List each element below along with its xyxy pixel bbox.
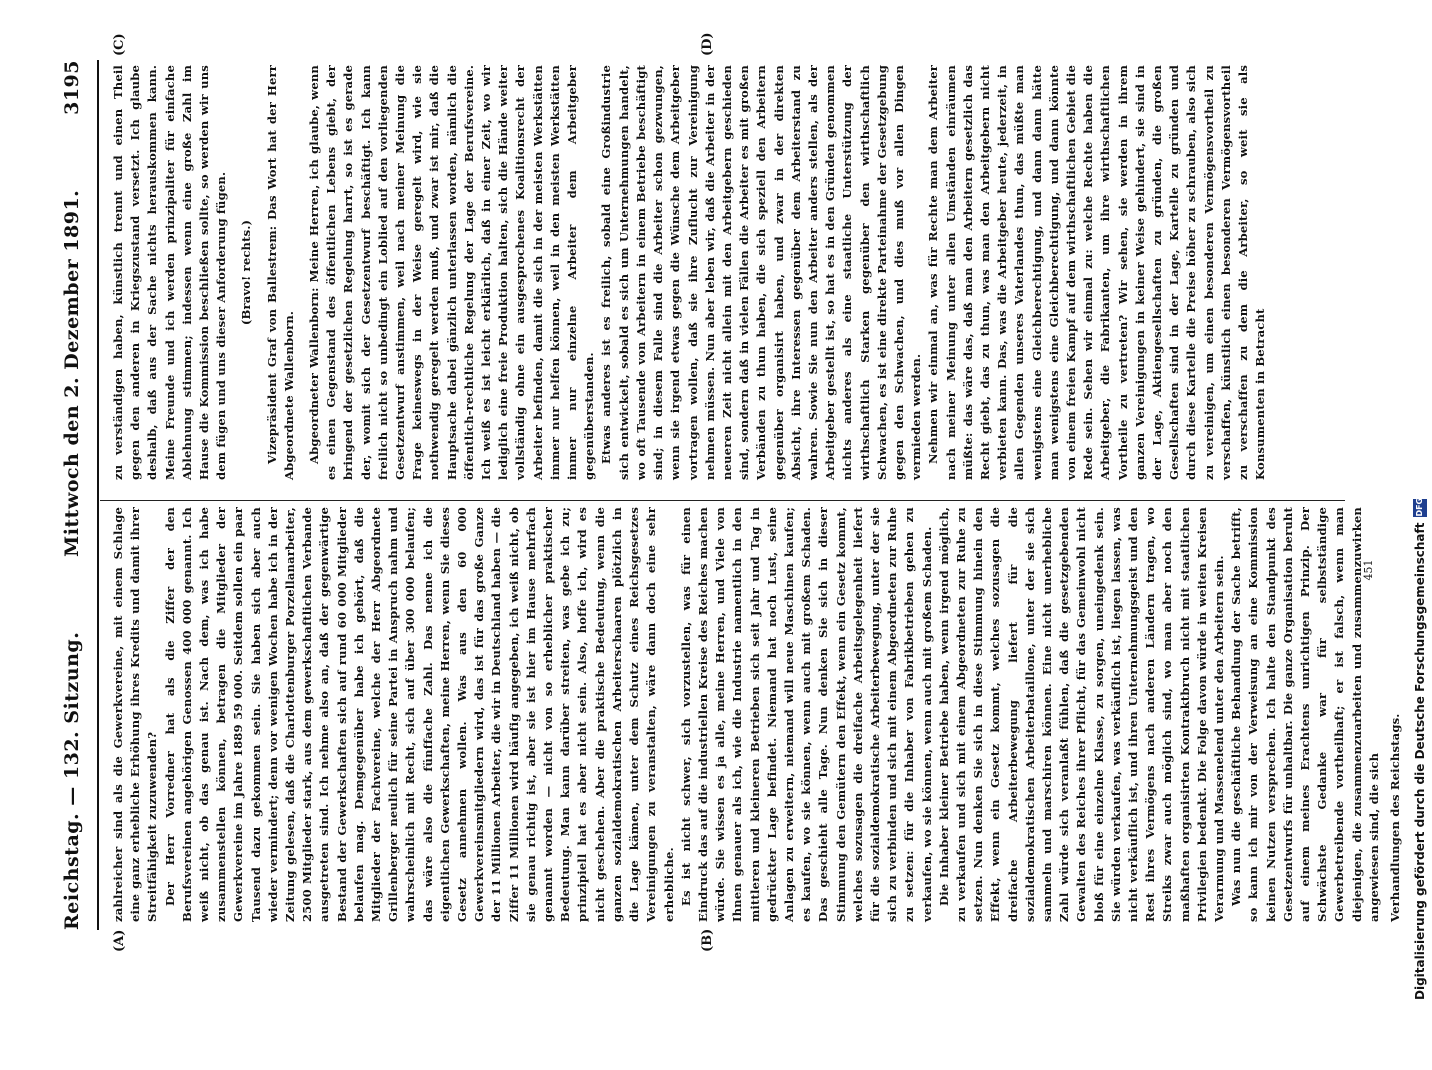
margin-mark-d: (D)	[700, 32, 715, 56]
applause-note: (Bravo! rechts.)	[239, 219, 254, 326]
header-date: Mittwoch den 2. Dezember 1891.	[61, 189, 83, 557]
header-page-number: 3195	[61, 60, 83, 115]
right-column	[110, 65, 1330, 480]
margin-mark-a: (A)	[112, 929, 127, 952]
right-paragraph-5: Nehmen wir einmal an, was für Rechte man dem Arbeiter nach meiner Meinung unter allen Umständen einräumen müßte: das wäre das, daß man den Arbeitern gesetzlich das Recht giebt, das zu thun, was man den Arbeitgebern nicht verbieten kann. Das, was die Arbeitgeber heute, jederzeit, in allen Gegenden unseres Vaterlandes thun, das müßte man wenigstens eine Gleichberechtigung, und dann dann hätte man wenigstens eine Gleichberechtigung, und dann könnte von einem freien Kampf auf dem wirthschaftlichen Gebiet die Rede sein. Sehen wir einmal zu: welche Rechte haben die Arbeitgeber, die Fabrikanten, um ihre wirthschaftlichen Vortheile zu vertreten? Wir sehen, sie werden in ihrem ganzen Vereinigungen in keiner Weise gehindert, sie sind in der Lage, Aktiengesellschaften zu gründen, die großen Gesellschaften sind in der Lage, Kartelle zu gründen und durch diese Kartelle die Preise höher zu schrauben, also sich zu vereinigen, um einen besonderen Vermögensvortheil zu verschaffen, künstlich einen besonderen Vermögensvortheil zu verschaffen zu dem die Arbeiter, so weit sie als Konsumenten in Betracht	[926, 65, 1268, 480]
right-paragraph-4: Etwas anderes ist es freilich, sobald eine Großindustrie sich entwickelt, sobald es sich um Unternehmungen handelt, wo oft Tausende von Arbeitern in einem Betriebe beschäftigt sind; in diesem Falle sind die Arbeiter schon gezwungen, wenn sie irgend etwas gegen die Wünsche dem Arbeitgeber vortragen wollen, daß sie ihre Zuflucht zur Vereinigung nehmen müssen. Nun aber leben wir, daß die Arbeiter in der neueren Zeit nicht allein mit den Arbeitgebern geschieden sind, sondern daß in vielen Fällen die Arbeiter es mit großen Verbänden zu thun haben, die sich speziell den Arbeitern gegenüber organisirt haben, und zwar in der direkten Absicht, ihre Interessen gegenüber dem Arbeiterstand zu wahren. Sowie Sie nun den Arbeiter anders stellen, als der Arbeitgeber gestellt ist, so hat es in den Gründen genommen nichts anderes als eine staatliche Unterstützung der wirthschaftlich Starken gegenüber den wirthschaftlich Schwachen, es ist eine direkte Parteinahme der Gesetzgebung gegen den Schwachen, und dies muß vor allen Dingen vermieden werden.	[599, 65, 924, 480]
left-paragraph-1: zahlreicher sind als die Gewerkvereine, mit einem Schlage eine ganz erhebliche Erhöhung ihres Kredits und damit ihrer Streitfähigkeit zuzuwenden?	[111, 507, 160, 922]
header-left: Reichstag. — 132. Sitzung.	[61, 631, 83, 930]
left-paragraph-2: Der Herr Vorredner hat als die Ziffer der den Berufsvereinen angehörigen Genossen 400 000 genannt. Ich weiß nicht, ob das genau ist. Nach dem, was ich habe zusammenstellen können, betragen die Mitglieder der Gewerkvereine im Jahre 1889 59 000. Seitdem sollen ein paar Tausend dazu gekommen sein. Sie haben sich aber auch wieder vermindert; denn vor wenigen Wochen habe ich in der Zeitung gelesen, daß die Charlottenburger Porzellanarbeiter, 2500 Mitglieder stark, aus dem gewerkschaftlichen Verbande ausgetreten sind. Ich nehme also an, daß der gegenwärtige Bestand der Gewerkschaften sich auf rund 60 000 Mitglieder belaufen mag. Demgegenüber habe ich gehört, daß die Mitglieder der Fachvereine, welche der Herr Abgeordnete Grillenberger neulich für seine Partei in Anspruch nahm und wahrscheinlich mit Recht, sich auf über 300 000 belaufen; das wäre also die fünffache Zahl. Das nenne ich die eigentlichen Gewerkschaften, meine Herren, wenn Sie dieses Gesetz annehmen wollen. Was aus den 60 000 Gewerkvereinsmitgliedern wird, das ist für das große Ganze der 11 Millionen Arbeiter, die wir in Deutschland haben — die Ziffer 11 Millionen wird häufig angegeben, ich weiß nicht, ob sie genau richtig ist, aber sie ist hier im Hause mehrfach genannt worden — nicht von so erheblicher praktischer Bedeutung. Man kann darüber streiten, was gebe ich zu; prinzipiell hat es aber nicht sein. Also, hoffe ich, wird es nicht geschehen. Aber die praktische Bedeutung, wenn die ganzen sozialdemokratischen Arbeiterschaaren plötzlich in die Lage kämen, unter dem Schutz eines Reichsgesetzes Vereinigungen zu veranstalten, wäre dann doch eine sehr erhebliche.	[162, 507, 676, 922]
dfg-logo-icon: DFG	[1413, 499, 1427, 517]
digitization-footer	[1408, 0, 1432, 1000]
left-paragraph-3: Es ist nicht schwer, sich vorzustellen, was für einen Eindruck das auf die industriellen Kreise des Reiches machen würde. Sie wissen es ja alle, meine Herren, und Viele von Ihnen genauer als ich, wie die Industrie namentlich in den mittleren und kleineren Betrieben sich seit Jahr und Tag in gedrückter Lage befindet. Niemand hat noch Lust, seine Anlagen zu erweitern, niemand will neue Maschinen kaufen; es kaufen, wo sie können, wenn auch mit großem Schaden. Das geschieht alle Tage. Nun denken Sie sich in dieser Stimmung den Gemütern den Effekt, wenn ein Gesetz kommt, welches sozusagen die dreifache Arbeitsgelegenheit liefert für die sozialdemokratische Arbeiterbewegung, unter der sie sich zu verbinden und sich mit einem Abgeordneten zur Ruhe zu setzen: für die Inhaber von Fabrikbetrieben gehen zu verkaufen, wo sie können, wenn auch mit großem Schaden.	[678, 507, 934, 922]
margin-mark-b: (B)	[700, 928, 715, 952]
header-rule	[97, 60, 99, 930]
speaker-wallenborn-paragraph: Abgeordneter Wallenborn: Meine Herren, ich glaube, wenn es einen Gegenstand des öffentlichen Lebens giebt, der bringend der gesetzlichen Regelung harrt, so ist es gerade der, womit sich der Gesetzentwurf beschäftigt. Ich kann freilich nicht so unbedingt ein Loblied auf den vorliegenden Gesetzentwurf anstimmen, weil nach meiner Meinung die Frage keineswegs in der Weise geregelt wird, wie sie nothwendig geregelt werden muß, und zwar ist mir, daß die Hauptsache dabei gänzlich unterlassen worden, nämlich die öffentlich-rechtliche Regelung der Lage der Berufsvereine. Ich weiß es ist leicht erklärlich, daß in einer Zeit, wo wir lediglich eine freie Produktion halten, sich die Hände weiter vollständig ohne ein ausgesprochenes Koalitionsrecht der Arbeiter befinden, damit die sich in der meisten Werkstätten immer nur helfen können, weil in den meisten Werkstätten immer nur einzelne Arbeiter dem Arbeitgeber gegenüberstanden.	[307, 65, 597, 480]
left-paragraph-4: Die Inhaber kleiner Betriebe haben, wenn irgend möglich, zu verkaufen und sich mit einem Abgeordneten zur Ruhe zu setzen. Nun denken Sie sich in diese Stimmung hinein den Effekt, wenn ein Gesetz kommt, welches sozusagen die dreifache Arbeiterbewegung liefert für die sozialdemokratischen Arbeiterbataillone, unter der sie sich sammeln und marschiren können. Eine nicht unerhebliche Zahl würde sich veranlaßt fühlen, daß die gesetzgebenden Gewalten des Reiches ihrer Pflicht, für das Gemeinwohl nicht bloß für eine einzelne Klasse, zu sorgen, uneingedenk sein. Sie würden verkaufen, was verkäuflich ist, liegen lassen, was nicht verkäuflich ist, und ihren Unternehmungsgeist und den Rest ihres Vermögens nach anderen Ländern tragen, wo Streiks zwar auch möglich sind, wo man aber noch den maßhaften organisirten Kontraktbruch nicht mit staatlichen Privilegien bedenkt. Die Folge davon würde in weiten Kreisen Verarmung und Massenelend unter den Arbeitern sein.	[936, 507, 1226, 922]
right-paragraph-1: zu verständigen haben, künstlich trennt und einen Theil gegen den anderen in Kriegszustand versetzt. Ich glaube deshalb, daß aus der Sache nichts herauskommen kann. Meine Freunde und ich werden prinzipaliter für einfache Ablehnung stimmen; indessen wenn eine große Zahl im Hause die Kommission beschließen sollte, so werden wir uns dem fügen und uns dieser Anforderung fügen.	[111, 65, 229, 480]
margin-mark-c: (C)	[112, 33, 127, 56]
vice-president-statement: Vizepräsident Graf von Ballestrem: Das Wort hat der Herr Abgeordnete Wallenborn.	[264, 65, 296, 480]
page-header	[50, 60, 94, 930]
digitization-note: Digitalisierung gefördert durch die Deutsche Forschungsgemeinschaft	[1413, 522, 1427, 1000]
column-divider	[100, 500, 1345, 501]
left-column-footnote: Verhandlungen des Reichstags.	[1388, 713, 1403, 922]
page-footer-number: 451	[1362, 559, 1375, 581]
left-paragraph-5: Was nun die geschäftliche Behandlung der Sache betrifft, so kann ich mir von der Verweisung an eine Kommission keinen Nutzen versprechen. Ich halte den Standpunkt des Gesetzentwurfs für unhaltbar. Die ganze Organisation beruht auf einem meines Erachtens unrichtigen Prinzip. Der Schwächste Gedanke war für selbstständige Gewerbetreibende vortheilhaft; er ist falsch, wenn man diejenigen, die zusammenzuarbeiten und zusammenzuwirken angewiesen sind, die sich	[1229, 507, 1381, 922]
